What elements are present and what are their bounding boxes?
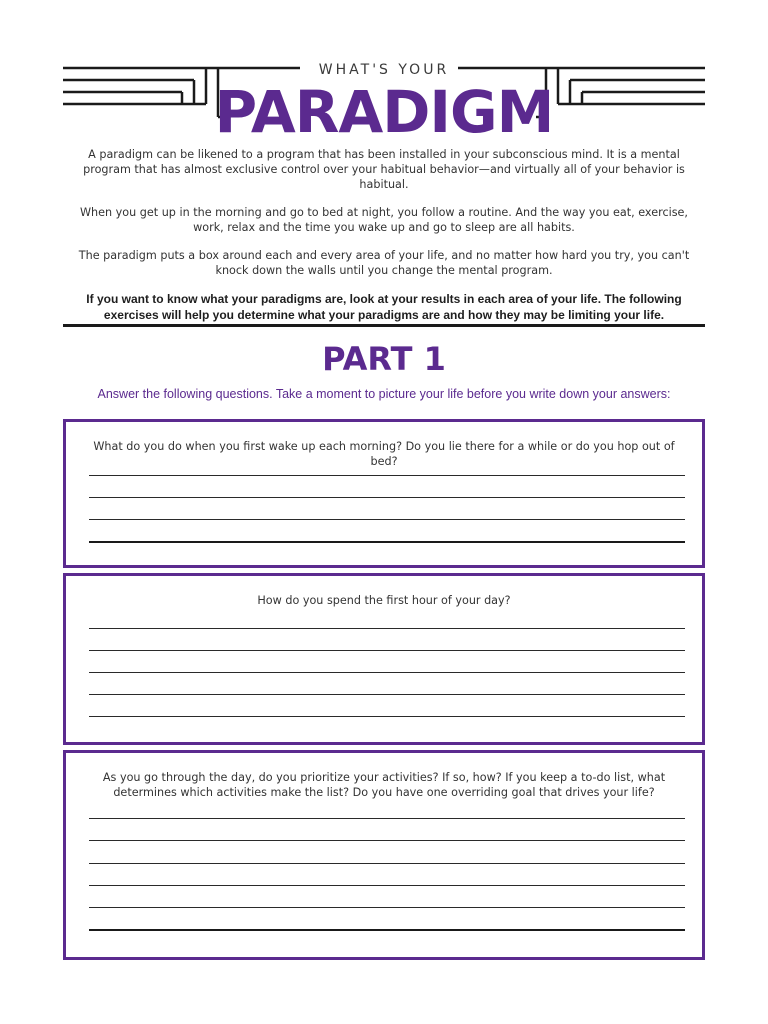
answer-line[interactable] <box>89 907 685 908</box>
question-box-1 <box>63 419 705 568</box>
answer-line[interactable] <box>89 475 685 476</box>
page-title: PARADIGM <box>214 78 554 146</box>
answer-line[interactable] <box>89 672 685 673</box>
answer-line[interactable] <box>89 840 685 841</box>
answer-line[interactable] <box>89 818 685 819</box>
part-instructions: Answer the following questions. Take a moment to picture your life before you write down your answers: <box>97 387 671 401</box>
page-header <box>0 0 768 146</box>
question-text-2: How do you spend the first hour of your day? <box>257 594 511 607</box>
answer-line[interactable] <box>89 863 685 864</box>
part-title: PART 1 <box>322 340 446 378</box>
intro-paragraph: The paradigm puts a box around each and every area of your life, and no matter how hard you try, you can't knock down the walls until you change the mental program. <box>78 249 690 277</box>
answer-line[interactable] <box>89 541 685 543</box>
header-kicker: WHAT'S YOUR <box>318 62 450 78</box>
intro-paragraph: When you get up in the morning and go to bed at night, you follow a routine. And the way you eat, exercise, work, relax and the time you wake up and go to sleep are all habits. <box>80 206 688 234</box>
answer-line[interactable] <box>89 885 685 886</box>
intro-section <box>66 147 702 336</box>
question-text-3: As you go through the day, do you prioritize your activities? If so, how? If you keep a to-do list, what determines which activities make the list? Do you have one overriding goal that drives your life? <box>102 771 666 799</box>
intro-emphasis: If you want to know what your paradigms are, look at your results in each area of your life. The following exercises will help you determine what your paradigms are and how they may be limiting your life. <box>86 292 682 322</box>
intro-paragraph: A paradigm can be likened to a program that has been installed in your subconscious mind. It is a mental program that has almost exclusive control over your habitual behavior—and virtually all of your behavior is habitual. <box>83 148 685 191</box>
question-text-1: What do you do when you first wake up each morning? Do you lie there for a while or do you hop out of bed? <box>93 440 675 468</box>
answer-line[interactable] <box>89 694 685 695</box>
answer-line[interactable] <box>89 650 685 651</box>
question-box-2 <box>63 573 705 745</box>
answer-line[interactable] <box>89 519 685 520</box>
answer-line[interactable] <box>89 628 685 629</box>
answer-line[interactable] <box>89 716 685 717</box>
question-box-3 <box>63 750 705 960</box>
section-divider <box>63 324 705 327</box>
answer-line[interactable] <box>89 929 685 931</box>
answer-line[interactable] <box>89 497 685 498</box>
